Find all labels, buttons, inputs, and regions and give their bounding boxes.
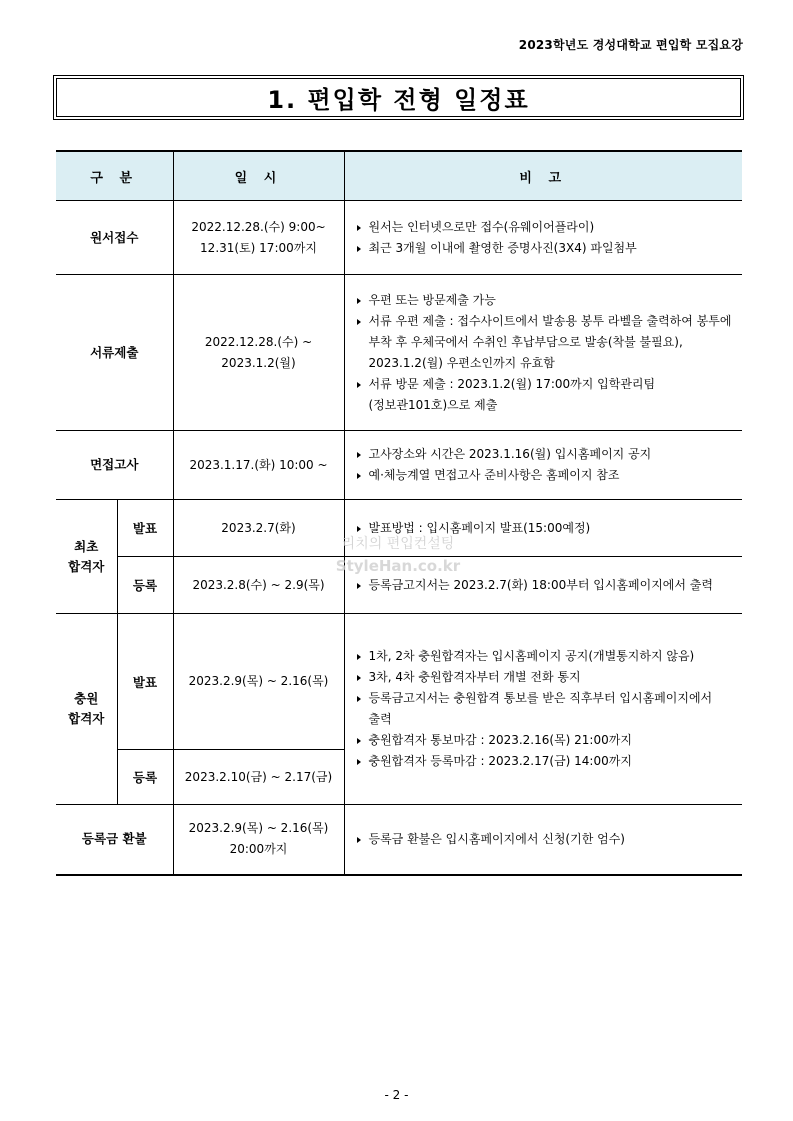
notes-additional-pass [344, 614, 742, 805]
note-item: 충원합격자 통보마감 : 2023.2.16(목) 21:00까지 [355, 730, 733, 751]
subcategory-announce: 발표 [117, 500, 173, 557]
note-item: 발표방법 : 입시홈페이지 발표(15:00예정) [355, 518, 733, 539]
date-line: 2023.1.17.(화) 10:00 ~ [189, 457, 328, 472]
category-refund: 등록금 환불 [56, 805, 173, 875]
note-item: 우편 또는 방문제출 가능 [355, 290, 733, 311]
header-remarks: 비 고 [344, 151, 742, 201]
subcategory-announce: 발표 [117, 614, 173, 750]
note-item: 서류 우편 제출 : 접수사이트에서 발송용 봉투 라벨을 출력하여 봉투에 부착 후 우체국에서 수취인 후납부담으로 발송(착불 불필요), 2023.1.2(월) 우편소인까지 유효함 [355, 311, 733, 374]
date-first-register: 2023.2.8(수) ~ 2.9(목) [173, 557, 344, 614]
notes-first-register [344, 557, 742, 614]
date-application [173, 201, 344, 275]
note-item: 등록금고지서는 2023.2.7(화) 18:00부터 입시홈페이지에서 출력 [355, 575, 733, 596]
note-item: 등록금고지서는 충원합격 통보를 받은 직후부터 입시홈페이지에서 출력 [355, 688, 733, 730]
note-item: 예·체능계열 면접고사 준비사항은 홈페이지 참조 [355, 465, 733, 486]
table-row-documents [56, 275, 742, 431]
document-header-note: 2023학년도 경성대학교 편입학 모집요강 [518, 38, 743, 52]
table-row-application [56, 201, 742, 275]
page-number: - 2 - [384, 1088, 409, 1102]
header-datetime: 일 시 [173, 151, 344, 201]
table-header-row [56, 151, 742, 201]
date-interview [173, 431, 344, 500]
date-additional-register: 2023.2.10(금) ~ 2.17(금) [173, 750, 344, 805]
note-item: 1차, 2차 충원합격자는 입시홈페이지 공지(개별통지하지 않음) [355, 646, 733, 667]
notes-first-announce [344, 500, 742, 557]
notes-refund [344, 805, 742, 875]
note-item: 등록금 환불은 입시홈페이지에서 신청(기한 엄수) [355, 829, 733, 850]
category-line: 합격자 [68, 711, 105, 726]
category-interview: 면접고사 [56, 431, 173, 500]
date-line: 12.31(토) 17:00까지 [200, 240, 317, 255]
date-line: 2023.2.9(목) ~ 2.16(목) [188, 821, 329, 836]
watermark-line: 리치의 편입컨설팅 [341, 536, 455, 552]
subcategory-register: 등록 [117, 750, 173, 805]
schedule-table [56, 150, 742, 876]
note-item: 고사장소와 시간은 2023.1.16(월) 입시홈페이지 공지 [355, 444, 733, 465]
category-line: 충원 [74, 691, 99, 706]
section-title: 1. 편입학 전형 일정표 [56, 78, 741, 117]
category-first-pass [56, 500, 117, 614]
category-additional-pass [56, 614, 117, 805]
category-application: 원서접수 [56, 201, 173, 275]
date-first-announce: 2023.2.7(화) [173, 500, 344, 557]
note-item: 최근 3개월 이내에 촬영한 증명사진(3X4) 파일첨부 [355, 238, 733, 259]
date-line: 2023.1.2(월) [221, 355, 296, 370]
category-documents: 서류제출 [56, 275, 173, 431]
notes-documents [344, 275, 742, 431]
date-line: 2022.12.28.(수) 9:00~ [191, 219, 326, 234]
notes-application [344, 201, 742, 275]
subcategory-register: 등록 [117, 557, 173, 614]
notes-interview [344, 431, 742, 500]
header-category: 구 분 [56, 151, 173, 201]
note-item: 충원합격자 등록마감 : 2023.2.17(금) 14:00까지 [355, 751, 733, 772]
table-row-additional-announce [56, 614, 742, 750]
note-item: 원서는 인터넷으로만 접수(유웨이어플라이) [355, 217, 733, 238]
watermark-line: StyleHan.co.kr [335, 557, 461, 575]
category-line: 최초 [74, 538, 99, 554]
table-row-first-register [56, 557, 742, 614]
date-line: 2022.12.28.(수) ~ [204, 334, 313, 349]
date-refund [173, 805, 344, 875]
note-item: 서류 방문 제출 : 2023.1.2(월) 17:00까지 입학관리팀(정보관101호)으로 제출 [355, 374, 733, 416]
table-row-interview [56, 431, 742, 500]
date-additional-announce: 2023.2.9(목) ~ 2.16(목) [173, 614, 344, 750]
table-row-first-announce [56, 500, 742, 557]
date-line: 20:00까지 [229, 842, 288, 857]
note-item: 3차, 4차 충원합격자부터 개별 전화 통지 [355, 667, 733, 688]
date-documents [173, 275, 344, 431]
table-row-refund [56, 805, 742, 875]
category-line: 합격자 [68, 558, 105, 574]
